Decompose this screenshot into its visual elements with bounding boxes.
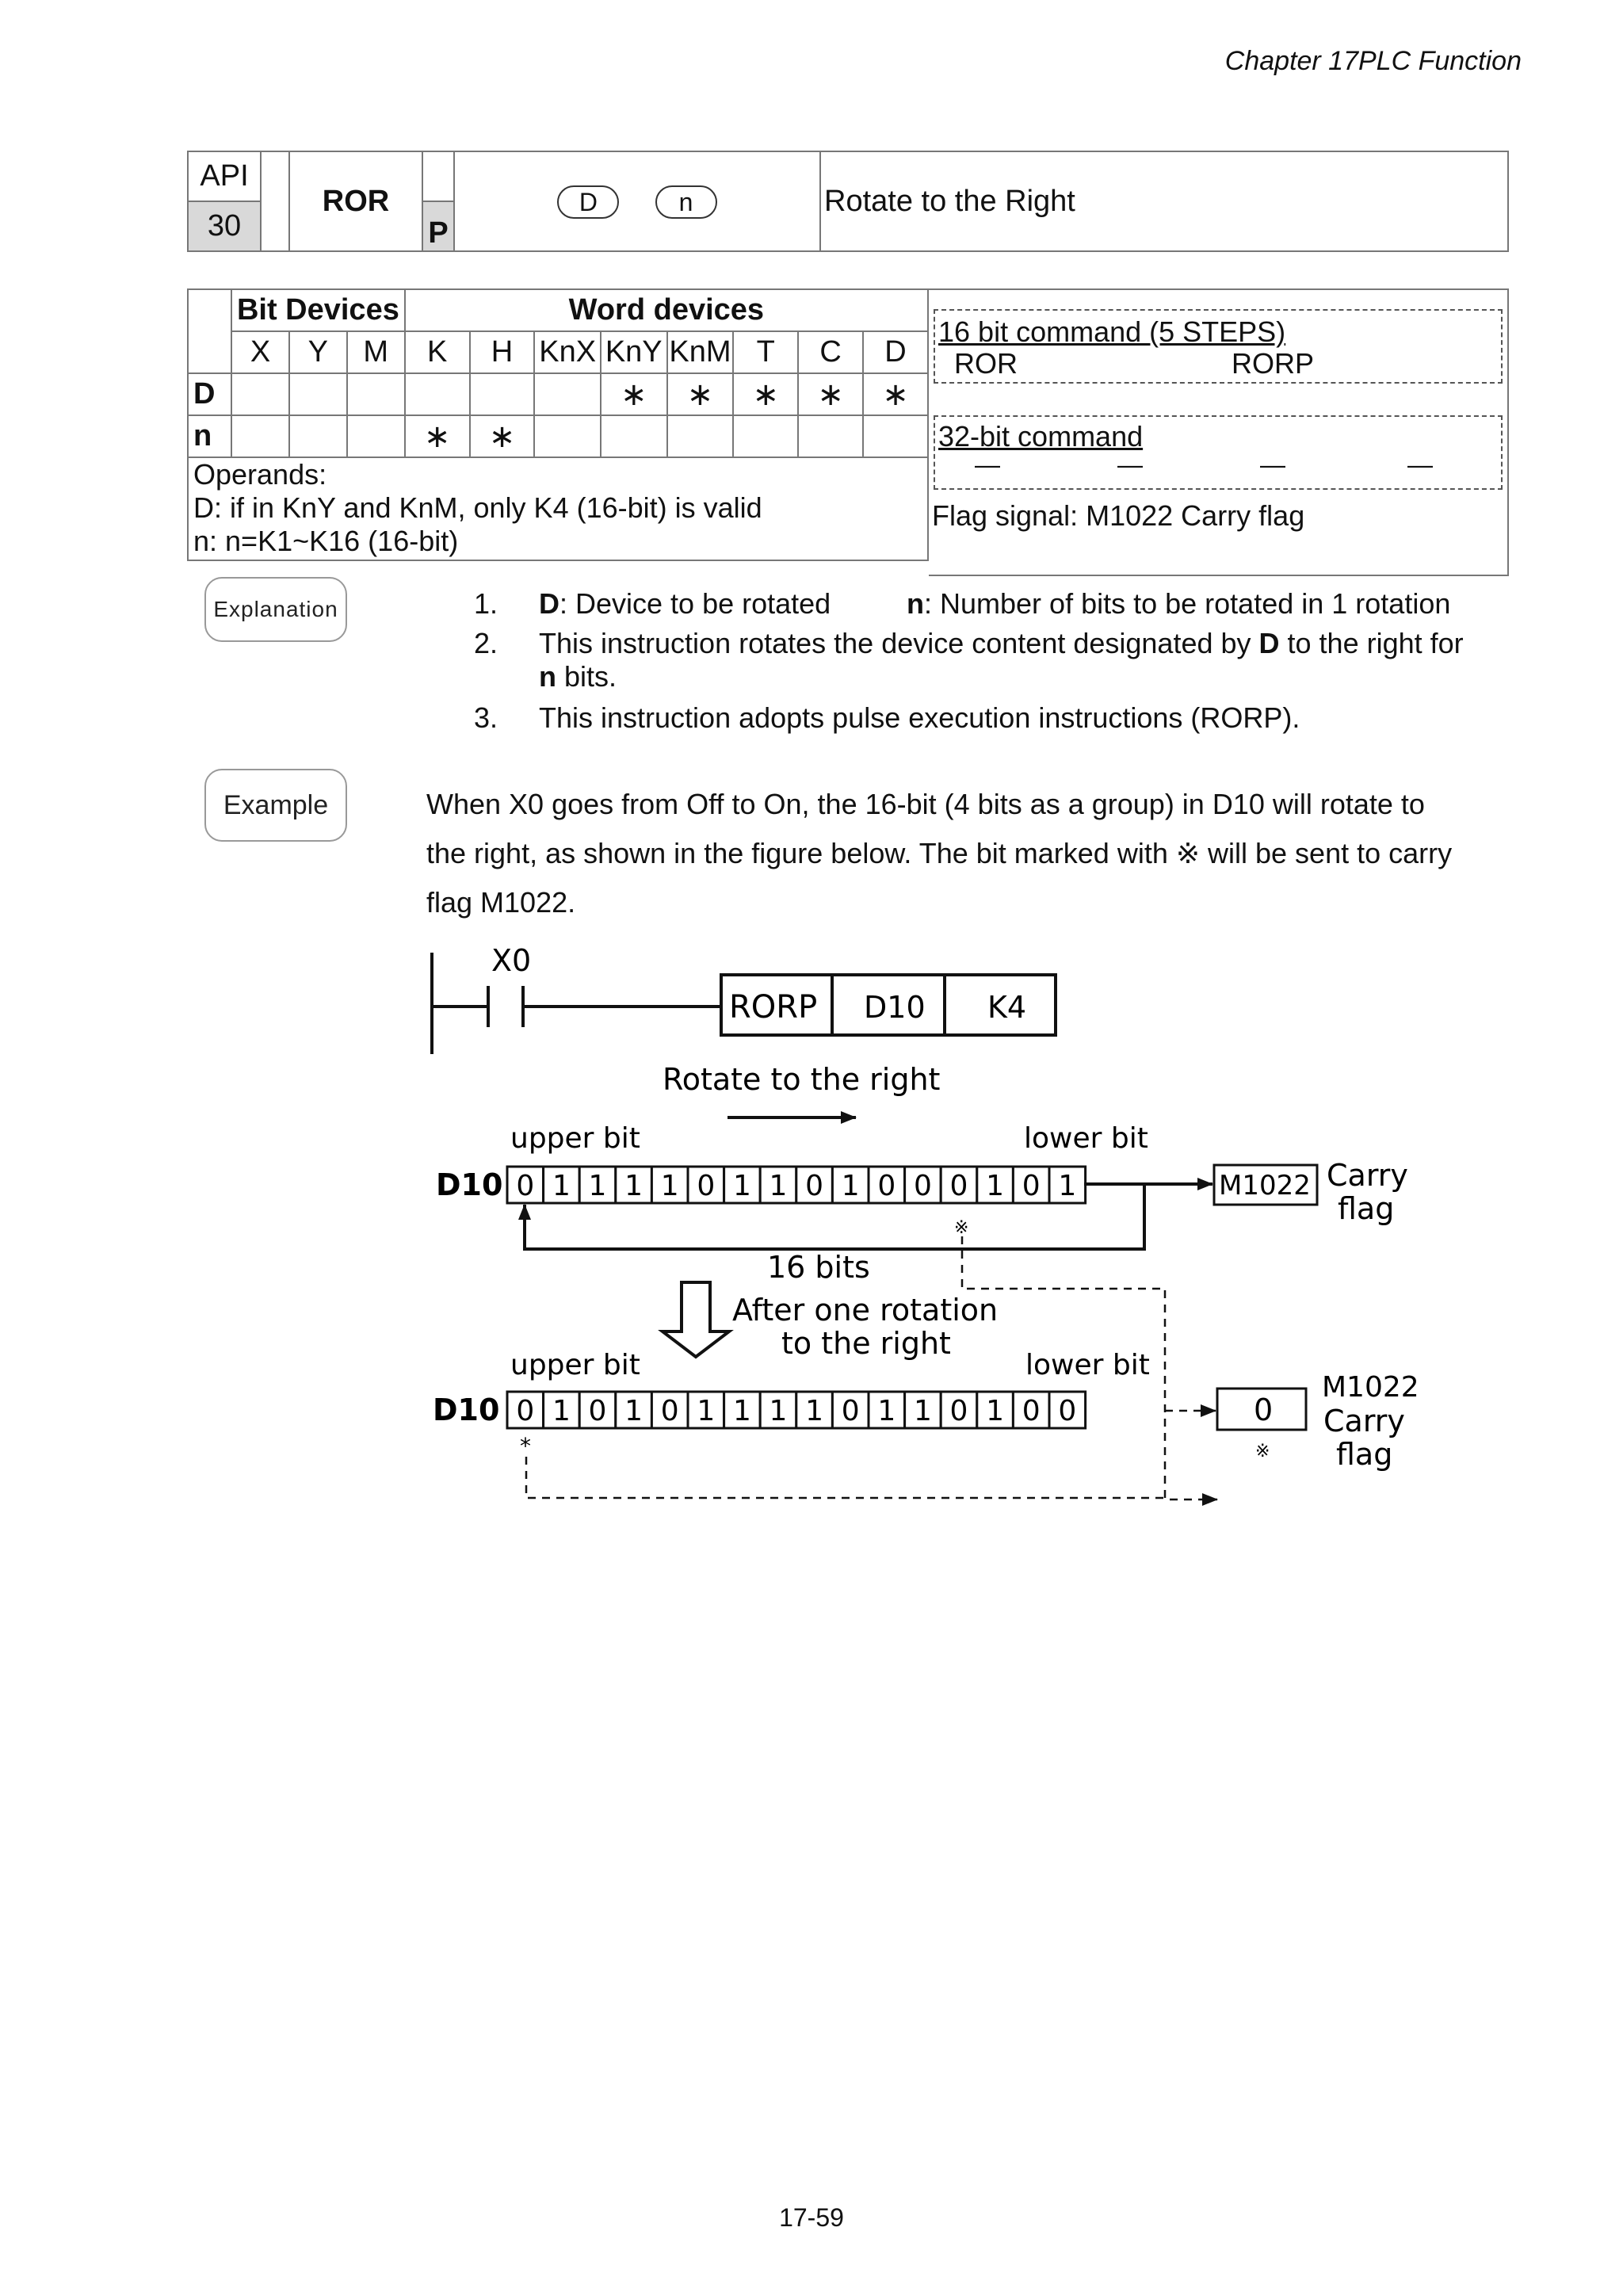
instr-k4: K4 [987, 990, 1027, 1025]
bit-devices-title: Bit Devices [231, 289, 405, 331]
bit-before-value: 0 [697, 1170, 716, 1202]
explanation-item-1a: D: Device to be rotated [539, 587, 831, 620]
instr-rorp: RORP [729, 989, 818, 1026]
api-pulse-flag: P [422, 201, 454, 251]
col-h: H [470, 331, 535, 373]
carry-value: 0 [1254, 1392, 1274, 1427]
bit-after-value: 1 [877, 1395, 896, 1427]
bit-before-value: 1 [624, 1170, 643, 1202]
word-devices-title: Word devices [405, 289, 928, 331]
bit-before-value: 0 [1022, 1170, 1041, 1202]
explanation-item-3: This instruction adopts pulse execution instructions (RORP). [539, 701, 1300, 734]
page-number: 17-59 [779, 2203, 844, 2232]
bit-after-value: 1 [913, 1395, 932, 1427]
cmd32-title: 32-bit command [938, 420, 1144, 453]
m1022-label-after: M1022 [1322, 1371, 1419, 1404]
upper-bit-label: upper bit [510, 1122, 640, 1155]
cell-mark: ∗ [667, 373, 734, 415]
cell-mark: ∗ [733, 373, 798, 415]
down-arrow-icon [663, 1282, 729, 1357]
bit-after-value: 1 [805, 1395, 824, 1427]
col-d: D [863, 331, 928, 373]
bit-before-value: 1 [552, 1170, 571, 1202]
cell-mark: ∗ [470, 415, 535, 457]
cmd32-dash: — [975, 450, 1000, 479]
bit-after-value: 0 [660, 1395, 679, 1427]
example-line-3: flag M1022. [426, 886, 576, 919]
row-d-label: D [188, 373, 231, 415]
example-line-1: When X0 goes from Off to On, the 16-bit (4 bits as a group) in D10 will rotate to [426, 788, 1425, 820]
operand-line-1: D: if in KnY and KnM, only K4 (16-bit) is valid [193, 491, 762, 524]
api-mnemonic: ROR [289, 151, 422, 251]
explanation-num-2: 2. [474, 627, 498, 659]
api-number: 30 [188, 201, 261, 251]
lower-bit-label-after: lower bit [1025, 1349, 1150, 1381]
col-t: T [733, 331, 798, 373]
msb-dashed-path [526, 1457, 1165, 1498]
explanation-item-2-cont: n bits. [539, 660, 617, 693]
lsb-mark: ※ [954, 1218, 969, 1238]
explanation-num-3: 3. [474, 701, 498, 734]
flag-label-2: flag [1336, 1437, 1393, 1472]
rotate-label: Rotate to the right [663, 1062, 941, 1097]
bit-after-value: 0 [516, 1395, 535, 1427]
carry-mark: ※ [1255, 1442, 1270, 1461]
example-badge: Example [204, 769, 347, 842]
cell-mark: ∗ [601, 373, 667, 415]
cmd32-dash: — [1117, 450, 1143, 479]
explanation-item-1b: n: Number of bits to be rotated in 1 rotation [907, 587, 1451, 620]
bit-before-value: 0 [913, 1170, 932, 1202]
bit-before-value: 0 [516, 1170, 535, 1202]
col-m: M [347, 331, 405, 373]
col-knx: KnX [534, 331, 601, 373]
cmd16-title: 16 bit command (5 STEPS) [938, 315, 1286, 348]
bit-after-value: 0 [588, 1395, 607, 1427]
col-knm: KnM [667, 331, 734, 373]
bits-after-row [507, 1392, 1086, 1428]
msb-star: * [520, 1433, 531, 1459]
upper-bit-label-after: upper bit [510, 1349, 640, 1381]
bit-before-value: 1 [1058, 1170, 1077, 1202]
bit-before-value: 1 [588, 1170, 607, 1202]
bit-after-value: 0 [1022, 1395, 1041, 1427]
operand-line-2: n: n=K1~K16 (16-bit) [193, 525, 459, 557]
carry-label-1: Carry [1327, 1158, 1408, 1193]
col-kny: KnY [601, 331, 667, 373]
bit-after-value: 1 [552, 1395, 571, 1427]
bit-before-value: 0 [949, 1170, 968, 1202]
carry-label-2: Carry [1323, 1404, 1405, 1438]
cell-mark: ∗ [798, 373, 863, 415]
chapter-header: Chapter 17PLC Function [1224, 46, 1522, 76]
col-y: Y [289, 331, 347, 373]
cmd16-ror: ROR [954, 347, 1018, 380]
example-line-2: the right, as shown in the figure below. The bit marked with ※ will be sent to carry [426, 837, 1453, 869]
cmd32-dash: — [1407, 450, 1433, 479]
bits-before-row [507, 1167, 1086, 1203]
d10-label-after: D10 [433, 1392, 500, 1427]
cell-mark: ∗ [863, 373, 928, 415]
cmd32-dash: — [1260, 450, 1285, 479]
cell-mark: ∗ [405, 415, 470, 457]
instr-d10: D10 [864, 990, 926, 1025]
sixteen-bits-label: 16 bits [767, 1250, 870, 1285]
bit-after-value: 1 [697, 1395, 716, 1427]
lower-bit-label: lower bit [1024, 1122, 1148, 1155]
api-description: Rotate to the Right [820, 151, 1508, 251]
after-rotation-1: After one rotation [732, 1293, 999, 1328]
bit-after-value: 1 [624, 1395, 643, 1427]
row-n-label: n [188, 415, 231, 457]
d10-label-before: D10 [436, 1167, 503, 1202]
bit-before-value: 1 [986, 1170, 1005, 1202]
flag-signal: Flag signal: M1022 Carry flag [932, 499, 1305, 532]
bit-after-value: 1 [769, 1395, 788, 1427]
col-k: K [405, 331, 470, 373]
after-rotation-2: to the right [781, 1326, 951, 1361]
operand-d-oval: D [557, 185, 619, 219]
bit-before-value: 1 [660, 1170, 679, 1202]
bit-after-value: 1 [732, 1395, 751, 1427]
bit-before-value: 1 [769, 1170, 788, 1202]
bit-before-value: 0 [877, 1170, 896, 1202]
bit-after-value: 0 [949, 1395, 968, 1427]
bit-before-value: 0 [805, 1170, 824, 1202]
bit-before-value: 1 [732, 1170, 751, 1202]
bit-after-value: 1 [986, 1395, 1005, 1427]
m1022-label: M1022 [1219, 1170, 1311, 1201]
col-c: C [798, 331, 863, 373]
bit-after-value: 0 [1058, 1395, 1077, 1427]
cmd16-rorp: RORP [1232, 347, 1315, 380]
explanation-num-1: 1. [474, 587, 498, 620]
bit-after-value: 0 [841, 1395, 860, 1427]
explanation-badge: Explanation [204, 577, 347, 642]
operand-n-oval: n [655, 185, 717, 219]
explanation-item-2: This instruction rotates the device content designated by D to the right for [539, 627, 1464, 659]
contact-x0: X0 [491, 943, 532, 978]
api-label: API [188, 151, 261, 201]
operands-title: Operands: [193, 458, 327, 491]
flag-label-1: flag [1338, 1191, 1395, 1226]
bit-before-value: 1 [841, 1170, 860, 1202]
col-x: X [231, 331, 289, 373]
